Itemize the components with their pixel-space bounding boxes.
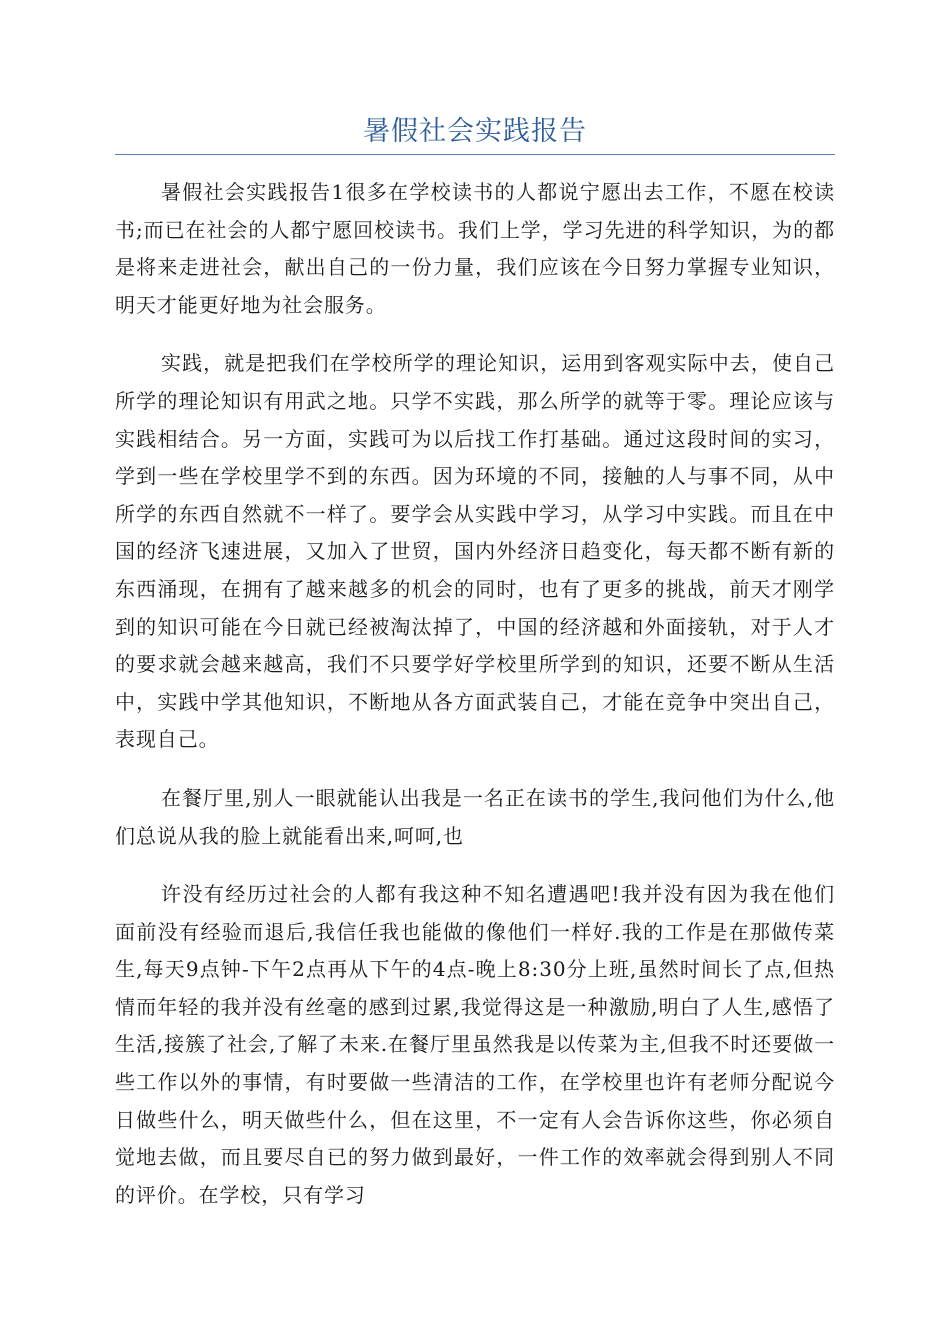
document-body — [115, 174, 835, 1235]
paragraph-intro: 暑假社会实践报告1很多在学校读书的人都说宁愿出去工作，不愿在校读书;而已在社会的人都宁愿回校读书。我们上学，学习先进的科学知识，为的都是将来走进社会，献出自己的一份力量，我们应该在今日努力掌握专业知识，明天才能更好地为社会服务。 — [115, 180, 835, 317]
title-underline — [115, 154, 835, 155]
paragraph-practice: 实践，就是把我们在学校所学的理论知识，运用到客观实际中去，使自己所学的理论知识有用武之地。只学不实践，那么所学的就等于零。理论应该与实践相结合。另一方面，实践可为以后找工作打基础。通过这段时间的实习，学到一些在学校里学不到的东西。因为环境的不同，接触的人与事不同，从中所学的东西自然就不一样了。要学会从实践中学习，从学习中实践。而且在中国的经济飞速进展，又加入了世贸，国内外经济日趋变化，每天都不断有新的东西涌现，在拥有了越来越多的机会的同时，也有了更多的挑战，前天才刚学到的知识可能在今日就已经被淘汰掉了，中国的经济越和外面接轨，对于人才的要求就会越来越高，我们不只要学好学校里所学到的知识，还要不断从生活中，实践中学其他知识，不断地从各方面武装自己，才能在竞争中突出自己，表现自己。 — [115, 351, 835, 752]
paragraph-restaurant: 在餐厅里,别人一眼就能认出我是一名正在读书的学生,我问他们为什么,他们总说从我的脸上就能看出来,呵呵,也 — [115, 785, 835, 848]
document-title: 暑假社会实践报告 — [363, 116, 587, 147]
paragraph-work: 许没有经历过社会的人都有我这种不知名遭遇吧!我并没有因为我在他们面前没有经验而退后,我信任我也能做的像他们一样好.我的工作是在那做传菜生,每天9点钟-下午2点再从下午的4点-晚上8:30分上班,虽然时间长了点,但热情而年轻的我并没有丝毫的感到过累,我觉得这是一种激励,明白了人生,感悟了生活,接簇了社会,了解了未来.在餐厅里虽然我是以传菜为主,但我不时还要做一些工作以外的事情，有时要做一些清洁的工作，在学校里也许有老师分配说今日做些什么，明天做些什么，但在这里，不一定有人会告诉你这些，你必须自觉地去做，而且要尽自已的努力做到最好，一件工作的效率就会得到别人不同的评价。在学校，只有学习 — [115, 882, 835, 1207]
